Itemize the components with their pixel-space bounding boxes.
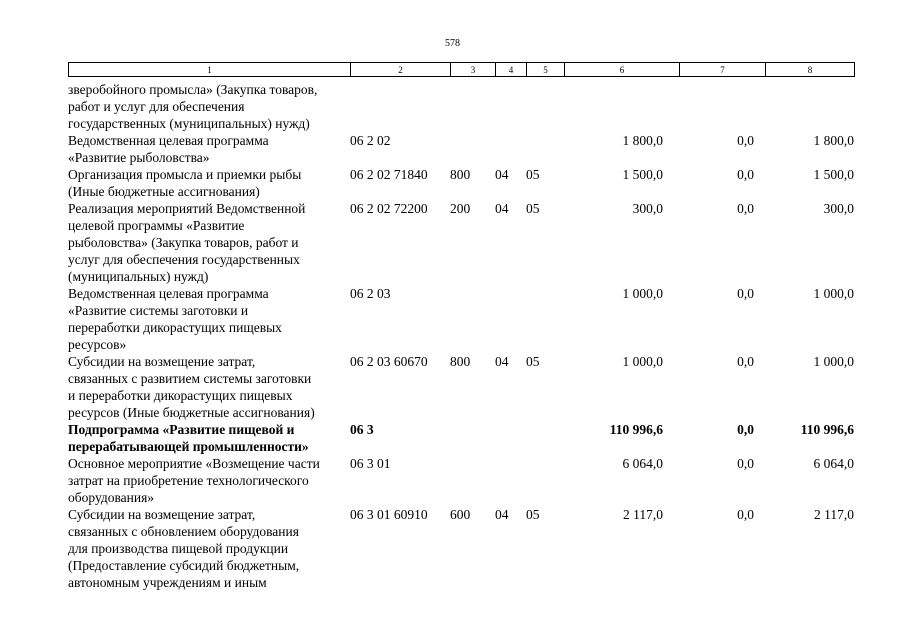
row-name: Реализация мероприятий Ведомственной целевой программы «Развитие рыболовства» (Закупка товаров, работ и услуг для обеспечения государственных (муниципальных) нужд) — [68, 201, 306, 284]
row-value-col6: 1 800,0 — [622, 133, 663, 148]
row-value-col8: 110 996,6 — [800, 422, 854, 437]
row-value-col6: 2 117,0 — [623, 507, 663, 522]
row-value-col8: 1 800,0 — [813, 133, 854, 148]
row-value-col7: 0,0 — [737, 167, 754, 182]
row-target-code: 06 2 02 72200 — [350, 201, 428, 216]
column-header-7: 7 — [680, 63, 766, 77]
row-expense-type: 200 — [450, 201, 471, 216]
row-value-col8: 2 117,0 — [814, 507, 854, 522]
table-row — [68, 353, 858, 421]
row-value-col6: 300,0 — [632, 201, 663, 216]
row-subsection: 05 — [526, 354, 540, 369]
table-row — [68, 506, 858, 591]
row-name: Субсидии на возмещение затрат, связанных с обновлением оборудования для производства пищевой продукции (Предоставление субсидий бюджетным, автономным учреждениям и иным — [68, 507, 300, 590]
row-value-col7: 0,0 — [737, 507, 754, 522]
row-value-col6: 110 996,6 — [609, 422, 663, 437]
row-subsection: 05 — [526, 507, 540, 522]
table-row — [68, 200, 858, 285]
row-name: Ведомственная целевая программа «Развитие системы заготовки и переработки дикорастущих пищевых ресурсов» — [68, 286, 282, 352]
row-subsection: 05 — [526, 167, 540, 182]
row-value-col7: 0,0 — [737, 354, 754, 369]
row-target-code: 06 2 02 — [350, 133, 391, 148]
row-name: Субсидии на возмещение затрат, связанных с развитием системы заготовки и переработки дикорастущих пищевых ресурсов (Иные бюджетные ассигнования) — [68, 354, 315, 420]
row-name: Подпрограмма «Развитие пищевой и перерабатывающей промышленности» — [68, 422, 309, 454]
row-target-code: 06 2 02 71840 — [350, 167, 428, 182]
row-section: 04 — [495, 507, 509, 522]
row-target-code: 06 3 — [350, 422, 374, 437]
row-value-col8: 300,0 — [823, 201, 854, 216]
row-expense-type: 600 — [450, 507, 471, 522]
row-value-col8: 1 000,0 — [813, 354, 854, 369]
column-header-6: 6 — [565, 63, 680, 77]
column-header-1: 1 — [69, 63, 351, 77]
column-header-4: 4 — [496, 63, 527, 77]
row-name: Ведомственная целевая программа «Развитие рыболовства» — [68, 133, 269, 165]
row-subsection: 05 — [526, 201, 540, 216]
row-target-code: 06 3 01 60910 — [350, 507, 428, 522]
row-name: зверобойного промысла» (Закупка товаров, работ и услуг для обеспечения государственных (муниципальных) нужд) — [68, 82, 318, 131]
row-value-col7: 0,0 — [737, 422, 754, 437]
row-target-code: 06 3 01 — [350, 456, 391, 471]
row-value-col7: 0,0 — [737, 133, 754, 148]
row-name: Основное мероприятие «Возмещение части затрат на приобретение технологического оборудования» — [68, 456, 320, 505]
column-header-table — [68, 62, 855, 77]
row-section: 04 — [495, 201, 509, 216]
column-header-5: 5 — [527, 63, 565, 77]
column-header-row — [69, 63, 855, 77]
row-expense-type: 800 — [450, 167, 471, 182]
row-value-col7: 0,0 — [737, 456, 754, 471]
row-value-col6: 1 000,0 — [622, 354, 663, 369]
table-row — [68, 81, 858, 132]
budget-table-body — [68, 81, 858, 591]
row-value-col6: 1 500,0 — [622, 167, 663, 182]
row-value-col8: 1 500,0 — [813, 167, 854, 182]
row-section: 04 — [495, 167, 509, 182]
row-section: 04 — [495, 354, 509, 369]
row-name: Организация промысла и приемки рыбы (Иные бюджетные ассигнования) — [68, 167, 302, 199]
table-row-subprogram — [68, 421, 858, 455]
row-target-code: 06 2 03 60670 — [350, 354, 428, 369]
column-header-2: 2 — [351, 63, 451, 77]
row-target-code: 06 2 03 — [350, 286, 391, 301]
table-row — [68, 455, 858, 506]
row-expense-type: 800 — [450, 354, 471, 369]
row-value-col6: 6 064,0 — [622, 456, 663, 471]
table-row — [68, 285, 858, 353]
row-value-col7: 0,0 — [737, 201, 754, 216]
table-row — [68, 132, 858, 166]
row-value-col8: 6 064,0 — [813, 456, 854, 471]
page-number: 578 — [445, 38, 460, 49]
column-header-3: 3 — [451, 63, 496, 77]
row-value-col8: 1 000,0 — [813, 286, 854, 301]
column-header-8: 8 — [766, 63, 855, 77]
table-row — [68, 166, 858, 200]
row-value-col6: 1 000,0 — [622, 286, 663, 301]
row-value-col7: 0,0 — [737, 286, 754, 301]
